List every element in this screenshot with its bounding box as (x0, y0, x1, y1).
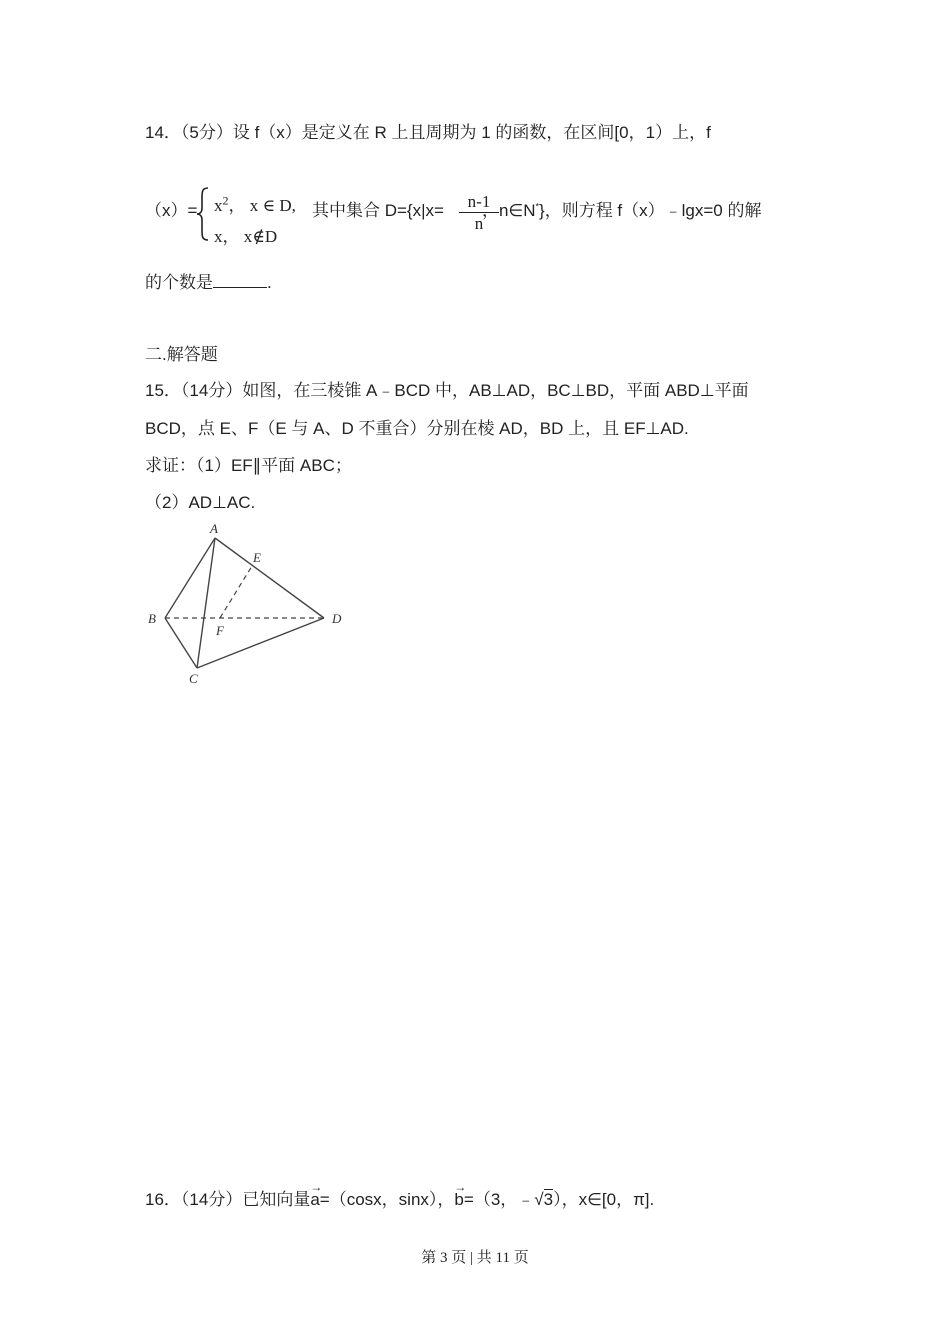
q14-case-1-exp: 2 (222, 193, 229, 208)
q14-line-3 (145, 268, 272, 293)
sqrt-radicand: 3 (543, 1190, 554, 1209)
edge-ab (165, 538, 215, 618)
q16-part-3: =（3，﹣ (463, 1190, 535, 1209)
q14-line-3-end: . (267, 273, 272, 292)
q14-line-1: 14．（5分）设 f（x）是定义在 R 上且周期为 1 的函数，在区间[0，1）上，f (145, 123, 711, 142)
segment-ef-hidden (220, 566, 252, 618)
label-b: B (148, 611, 156, 626)
edge-ad (215, 538, 324, 618)
sqrt-radical-icon: √ (534, 1190, 544, 1209)
edge-ac (197, 538, 215, 668)
q15-line-3: 求证：（1）EF∥平面 ABC； (145, 456, 352, 475)
q14-set-text-a: 其中集合 D={x|x= (312, 201, 444, 220)
vector-b-letter: b (454, 1190, 464, 1209)
q16-part-4: ），x∈[0，π]. (553, 1190, 655, 1209)
label-a: A (210, 521, 218, 536)
q15-line-1: 15．（14分）如图，在三棱锥 A﹣BCD 中，AB⊥AD，BC⊥BD，平面 ABD⊥平面 (145, 381, 749, 400)
answer-blank (213, 273, 267, 288)
left-brace-icon (195, 186, 211, 242)
q15-line-4: （2）AD⊥AC. (145, 493, 256, 512)
q14-lhs: （x）= (145, 201, 198, 220)
q14-case-1-expr: x (214, 196, 223, 215)
q16-prefix: 16．（14分）已知向量 (145, 1190, 311, 1209)
q14-set-text-c: }，则方程 f（x）﹣lgx=0 的解 (539, 201, 762, 220)
label-f: F (216, 623, 224, 638)
section-title: 二.解答题 (145, 345, 218, 364)
q14-fraction-denominator: n (474, 214, 484, 233)
q14-case-1-tail: , (291, 196, 296, 215)
vector-arrow-icon: → (454, 1180, 467, 1194)
q14-case-2: x， x∉D (214, 227, 278, 246)
q16-part-2: =（cosx，sinx）， (319, 1190, 455, 1209)
label-c: C (189, 671, 198, 686)
sqrt-expression (534, 1190, 553, 1210)
page-footer: 第 3 页 | 共 11 页 (421, 1250, 529, 1266)
q14-set-text-b: ，n∈N (481, 201, 536, 220)
q14-fraction (459, 192, 499, 235)
q14-set-sup: * (535, 201, 540, 212)
edge-bc (165, 618, 197, 668)
q14-set-definition (312, 196, 761, 221)
q14-fraction-numerator: n-1 (459, 192, 499, 213)
label-d: D (332, 611, 342, 626)
q16-line-1 (145, 1180, 655, 1210)
q15-line-2: BCD，点 E、F（E 与 A、D 不重合）分别在棱 AD，BD 上，且 EF⊥AD. (145, 419, 689, 438)
tetrahedron-figure (140, 515, 360, 690)
vector-arrow-icon: → (310, 1180, 323, 1194)
vector-a-letter: a (310, 1190, 320, 1209)
label-e: E (253, 550, 261, 565)
q14-case-1 (214, 191, 296, 216)
q14-line-3-text: 的个数是 (145, 273, 213, 292)
vector-b (454, 1180, 467, 1210)
vector-a (310, 1180, 323, 1210)
q14-case-1-cond: ， x ∈ D (228, 196, 292, 215)
